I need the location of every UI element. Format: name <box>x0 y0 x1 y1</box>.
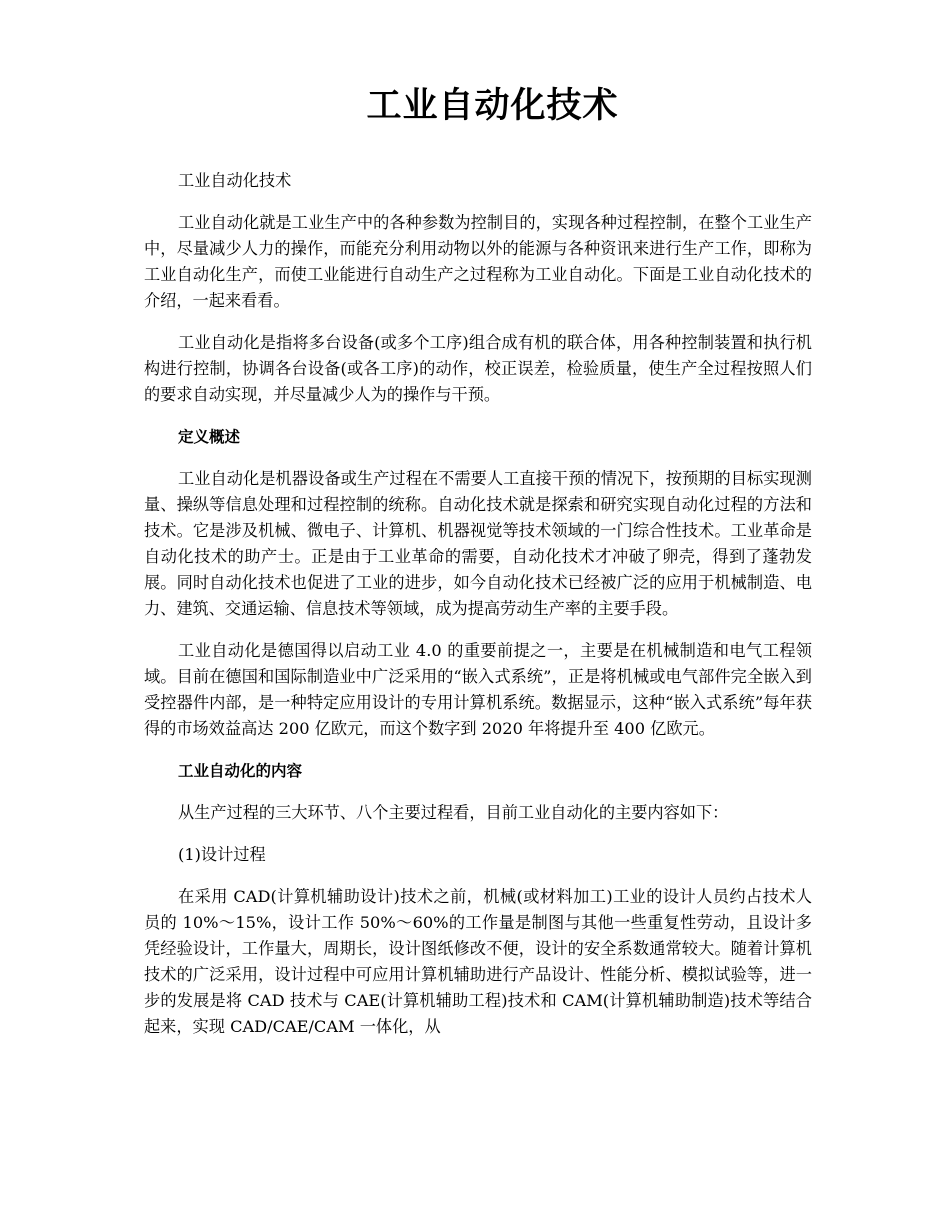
paragraph-industry-4-0: 工业自动化是德国得以启动工业 4.0 的重要前提之一，主要是在机械制造和电气工程领域。目前在德国和国际制造业中广泛采用的“嵌入式系统”，正是将机械或电气部件完全嵌入到受控器件内部，是一种特定应用设计的专用计算机系统。数据显示，这种“嵌入式系统”每年获得的市场效益高达 200 亿欧元，而这个数字到 2020 年将提升至 400 亿欧元。 <box>144 641 812 738</box>
paragraph-definition-intro: 工业自动化就是工业生产中的各种参数为控制目的，实现各种过程控制，在整个工业生产中，尽量减少人力的操作，而能充分利用动物以外的能源与各种资讯来进行生产工作，即称为工业自动化生产，而使工业能进行自动生产之过程称为工业自动化。下面是工业自动化技术的介绍，一起来看看。 <box>144 213 812 310</box>
section-heading-definition: 定义概述 <box>178 428 241 446</box>
paragraph-intro-label: 工业自动化技术 <box>178 171 292 190</box>
paragraph-definition-overview: 工业自动化是机器设备或生产过程在不需要人工直接干预的情况下，按预期的目标实现测量、操纵等信息处理和过程控制的统称。自动化技术就是探索和研究实现自动化过程的方法和技术。它是涉及机械、微电子、计算机、机器视觉等技术领域的一门综合性技术。工业革命是自动化技术的助产士。正是由于工业革命的需要，自动化技术才冲破了卵壳，得到了蓬勃发展。同时自动化技术也促进了工业的进步，如今自动化技术已经被广泛的应用于机械制造、电力、建筑、交通运输、信息技术等领域，成为提高劳动生产率的主要手段。 <box>144 469 812 618</box>
document-title: 工业自动化技术 <box>366 86 619 126</box>
paragraph-multi-equipment: 工业自动化是指将多台设备(或多个工序)组合成有机的联合体，用各种控制装置和执行机构进行控制，协调各台设备(或各工序)的动作，校正误差，检验质量，使生产全过程按照人们的要求自动实现，并尽量减少人为的操作与干预。 <box>144 333 812 404</box>
paragraph-design-process: 在采用 CAD(计算机辅助设计)技术之前，机械(或材料加工)工业的设计人员约占技术人员的 10%～15%，设计工作 50%～60%的工作量是制图与其他一些重复性劳动，且设计多凭经验设计，工作量大，周期长，设计图纸修改不便，设计的安全系数通常较大。随着计算机技术的广泛采用，设计过程中可应用计算机辅助进行产品设计、性能分析、模拟试验等，进一步的发展是将 CAD 技术与 CAE(计算机辅助工程)技术和 CAM(计算机辅助制造)技术等结合起来，实现 CAD/CAE/CAM 一体化，从 <box>144 887 812 1036</box>
paragraph-design-process-label: (1)设计过程 <box>178 845 266 864</box>
section-heading-content: 工业自动化的内容 <box>178 762 303 780</box>
paragraph-content-intro: 从生产过程的三大环节、八个主要过程看，目前工业自动化的主要内容如下： <box>178 803 729 822</box>
document-body <box>144 168 812 1056</box>
